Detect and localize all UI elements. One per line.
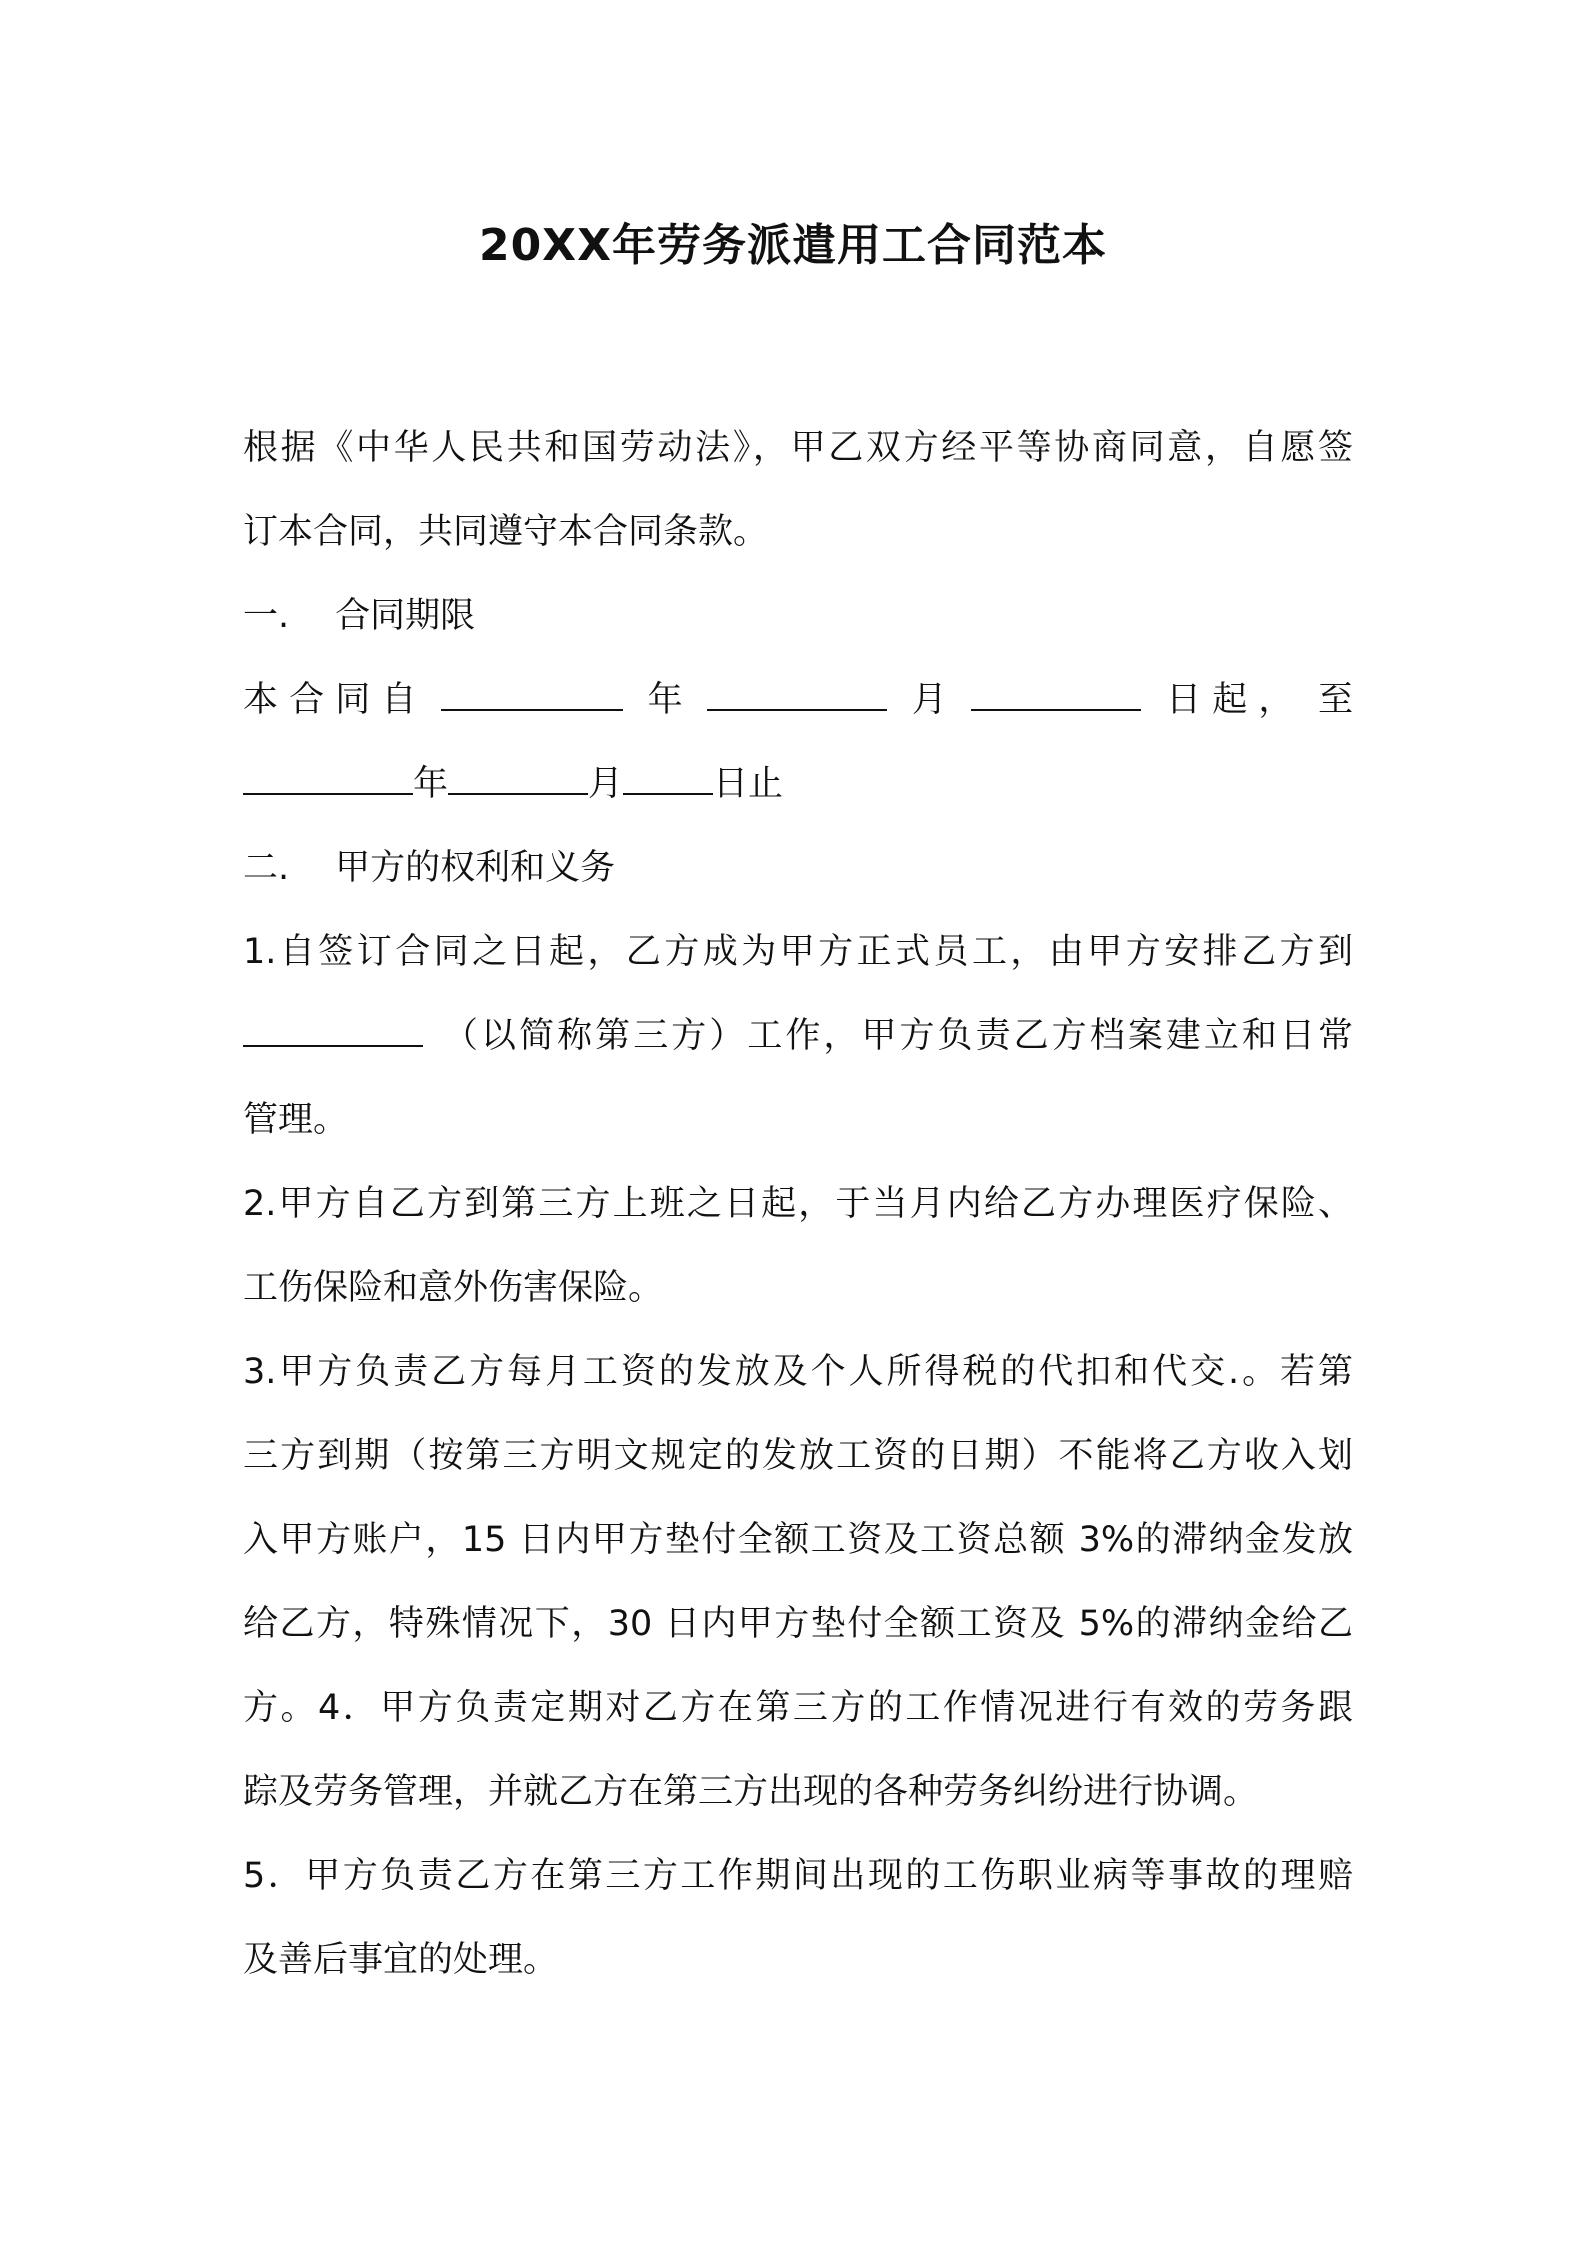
contract-term-line-1 <box>243 658 1353 742</box>
term-end-month-label: 月 <box>588 764 624 804</box>
term-start-month-blank <box>707 679 887 711</box>
term-to-label: 至 <box>1317 680 1353 720</box>
section-1-heading-line <box>243 574 1353 658</box>
term-end-year-blank <box>243 763 413 795</box>
term-start-year-label: 年 <box>647 680 683 720</box>
item-5-line-2: 及善后事宜的处理。 <box>243 1940 559 1980</box>
term-start-day-label: 日 起 ， <box>1166 680 1294 720</box>
document-body <box>243 406 1353 2002</box>
term-prefix: 本 合 同 自 <box>243 680 417 720</box>
item-3-line-3: 入甲方账户，15 日内甲方垫付全额工资及工资总额 3%的滞纳金发放 <box>243 1520 1353 1560</box>
section-2-heading: 甲方的权利和义务 <box>335 848 616 888</box>
term-end-month-blank <box>448 763 588 795</box>
item-1-line-2 <box>243 994 1353 1078</box>
item-3-line-2: 三方到期（按第三方明文规定的发放工资的日期）不能将乙方收入划 <box>243 1436 1353 1476</box>
section-2-number: 二. <box>243 848 290 888</box>
term-start-month-label: 月 <box>911 680 947 720</box>
document-title: 20XX年劳务派遣用工合同范本 <box>478 220 1108 271</box>
section-1-number: 一. <box>243 596 290 636</box>
item-2-line-2: 工伤保险和意外伤害保险。 <box>243 1268 664 1308</box>
contract-term-line-2 <box>243 742 1353 826</box>
item-3-line-4: 给乙方，特殊情况下，30 日内甲方垫付全额工资及 5%的滞纳金给乙 <box>243 1604 1353 1644</box>
term-start-year-blank <box>441 679 623 711</box>
section-2-heading-line <box>243 826 1353 910</box>
term-start-day-blank <box>971 679 1141 711</box>
item-1-line-3: 管理。 <box>243 1100 349 1140</box>
term-end-day-blank <box>623 763 713 795</box>
item-3-line-5: 方。4．甲方负责定期对乙方在第三方的工作情况进行有效的劳务跟 <box>243 1688 1353 1728</box>
section-1-heading: 合同期限 <box>335 596 476 636</box>
term-end-year-label: 年 <box>413 764 449 804</box>
item-1-line-2-text: （以简称第三方）工作，甲方负责乙方档案建立和日常 <box>443 1016 1353 1056</box>
item-3-line-1: 3.甲方负责乙方每月工资的发放及个人所得税的代扣和代交.。若第 <box>243 1352 1353 1392</box>
item-1-line-1: 1.自签订合同之日起，乙方成为甲方正式员工，由甲方安排乙方到 <box>243 932 1353 972</box>
intro-line-1: 根据《中华人民共和国劳动法》，甲乙双方经平等协商同意，自愿签 <box>243 428 1353 468</box>
item-2-line-1: 2.甲方自乙方到第三方上班之日起，于当月内给乙方办理医疗保险、 <box>243 1184 1353 1224</box>
intro-line-2: 订本合同，共同遵守本合同条款。 <box>243 512 769 552</box>
item-5-line-1: 5．甲方负责乙方在第三方工作期间出现的工伤职业病等事故的理赔 <box>243 1856 1353 1896</box>
term-end-day-label: 日止 <box>713 764 784 804</box>
item-3-line-6: 踪及劳务管理，并就乙方在第三方出现的各种劳务纠纷进行协调。 <box>243 1772 1259 1812</box>
third-party-blank <box>243 1015 423 1047</box>
